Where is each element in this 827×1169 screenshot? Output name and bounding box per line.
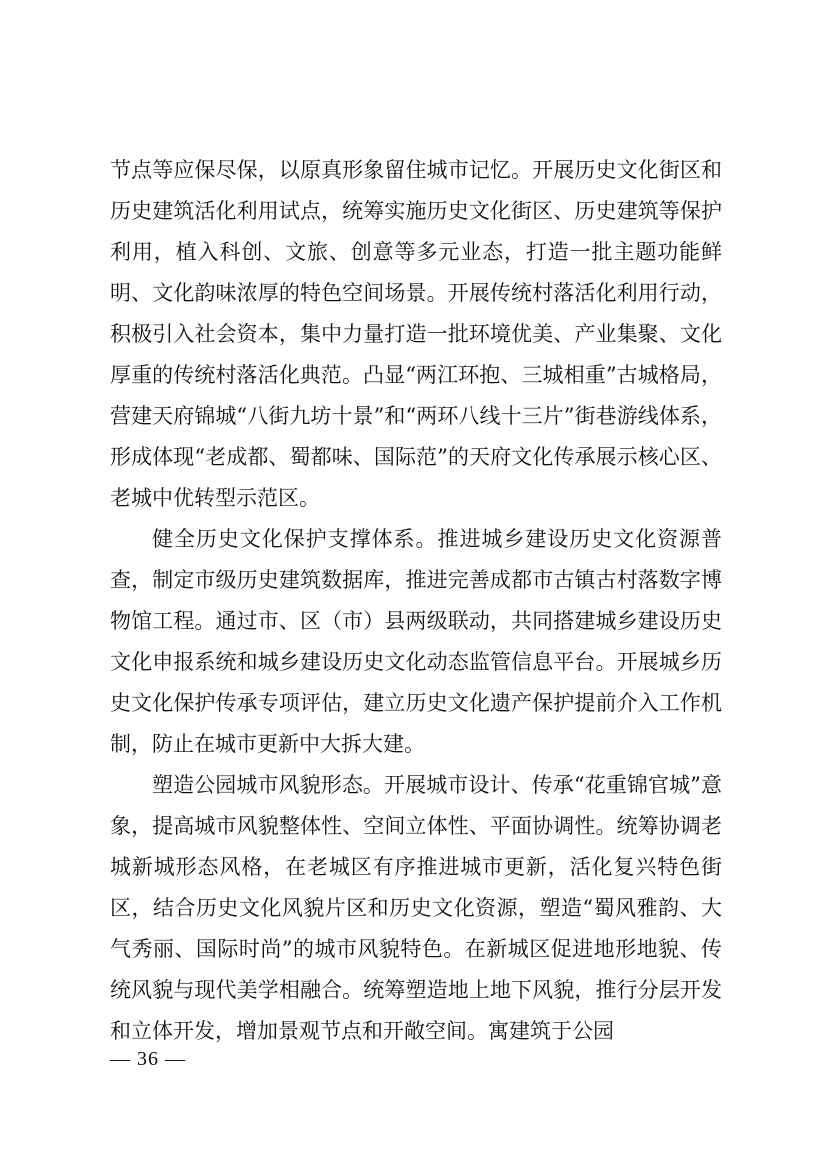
paragraph-continuation: 节点等应保尽保，以原真形象留住城市记忆。开展历史文化街区和历史建筑活化利用试点，统筹实施历史文化街区、历史建筑等保护利用，植入科创、文旅、创意等多元业态，打造一批主题功能鲜明、文化韵味浓厚的特色空间场景。开展传统村落活化利用行动，积极引入社会资本，集中力量打造一批环境优美、产业集聚、文化厚重的传统村落活化典范。凸显“两江环抱、三城相重”古城格局，营建天府锦城“八街九坊十景”和“两环八线十三片”街巷游线体系，形成体现“老成都、蜀都味、国际范”的天府文化传承展示核心区、老城中优转型示范区。 — [110, 158, 722, 510]
paragraph-park-city-style: 塑造公园城市风貌形态。开展城市设计、传承“花重锦官城”意象，提高城市风貌整体性、空间立体性、平面协调性。统筹协调老城新城形态风格，在老城区有序推进城市更新，活化复兴特色街区，结合历史文化风貌片区和历史文化资源，塑造“蜀风雅韵、大气秀丽、国际时尚”的城市风貌特色。在新城区促进地形地貌、传统风貌与现代美学相融合。统筹塑造地上地下风貌，推行分层开发和立体开发，增加景观节点和开敞空间。寓建筑于公园 — [110, 773, 722, 1043]
paragraph-heritage-protection-system: 健全历史文化保护支撑体系。推进城乡建设历史文化资源普查，制定市级历史建筑数据库，推进完善成都市古镇古村落数字博物馆工程。通过市、区（市）县两级联动，共同搭建城乡建设历史文化申报系统和城乡建设历史文化动态监管信息平台。开展城乡历史文化保护传承专项评估，建立历史文化遗产保护提前介入工作机制，防止在城市更新中大拆大建。 — [110, 527, 722, 756]
body-text — [110, 150, 722, 1052]
page-number: — 36 — — [110, 1048, 186, 1070]
